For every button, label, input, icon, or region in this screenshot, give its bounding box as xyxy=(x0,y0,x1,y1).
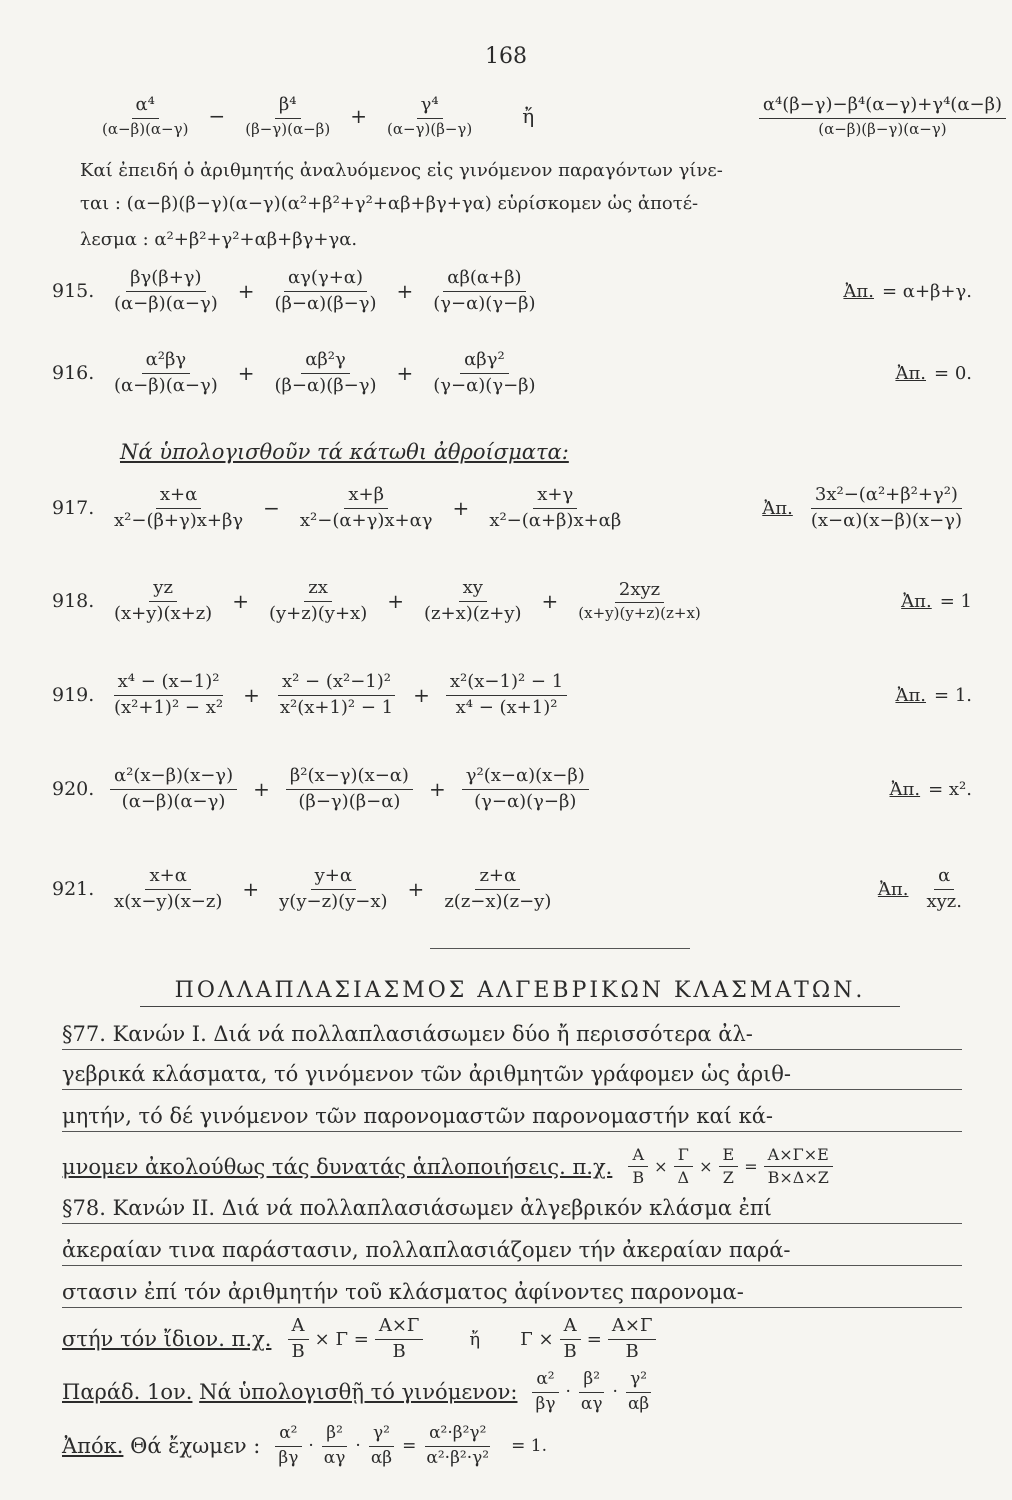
rule-line: ἀκεραίαν τινα παράστασιν, πολλαπλασιάζομεν τήν ἀκεραίαν παρά- xyxy=(62,1238,962,1266)
rule-line: στασιν ἐπί τόν ἀριθμητήν τοῦ κλάσματος ἀφίνοντες παρονομα- xyxy=(62,1280,962,1308)
answer: Ἀπ. = 1. xyxy=(895,684,972,706)
answer: Ἀπ. = α+β+γ. xyxy=(843,280,972,302)
text-line: Καί ἐπειδή ὁ ἀριθμητής ἀναλυόμενος εἰς γινόμενον παραγόντων γίνε- xyxy=(80,160,723,181)
answer: Ἀπ. = 1 xyxy=(901,590,972,612)
problem-917: 917. $\frac{x+\alpha}{\text{x²−(β+γ)x+βγ}}$ − $\frac{x+\beta}{\text{x²−(α+γ)x+αγ}}$ + $\frac{x+\gamma}{\text{x²−(α+β)x+αβ}}$ Ἀπ. $\frac{\text{3x²−(α²+β²+γ²)}}{(x-\alpha)(x-\beta)(x-\gamma)}$ xyxy=(52,485,972,531)
fraction: $\frac{\text{γ⁴}}{(\alpha-\gamma)(\beta-\gamma)}$ xyxy=(386,94,473,138)
problem-915: 915. $\frac{\beta\gamma(\beta+\gamma)}{(\alpha-\beta)(\alpha-\gamma)}$ + $\frac{\alpha\gamma(\gamma+\alpha)}{(\beta-\alpha)(\beta-\gamma)}$ + $\frac{\alpha\beta(\alpha+\beta)}{(\gamma-\alpha)(\gamma-\beta)}$ Ἀπ. = α+β+γ. xyxy=(52,267,972,314)
problem-918: 918. $\frac{yz}{(x+y)(x+z)}$ + $\frac{zx}{(y+z)(y+x)}$ + $\frac{xy}{(z+x)(z+y)}$ + $\frac{\text{2xyz}}{(x+y)(y+z)(z+x)}$ Ἀπ. = 1 xyxy=(52,577,972,624)
divider xyxy=(430,948,690,949)
page-number: 168 xyxy=(485,44,527,69)
answer: Ἀπ. = 0. xyxy=(895,362,972,384)
rule-line: γεβρικά κλάσματα, τό γινόμενον τῶν ἀριθμητῶν γράφομεν ὡς ἀριθ- xyxy=(62,1062,962,1090)
example-77: $\frac{A}{B}$ × $\frac{\Gamma}{\Delta}$ × $\frac{E}{Z}$ = $\frac{A\times\Gamma\times E}{B\times\Delta\times Z}$ xyxy=(622,1146,838,1188)
remark: Παράδ. 1ον. Νά ὑπολογισθῇ τό γινόμενον: $\frac{\text{α²}}{\beta\gamma}$ · $\frac{\text{β²}}{\alpha\gamma}$ · $\frac{\text{γ²}}{\alpha\beta}$ xyxy=(62,1369,650,1414)
rule-line: μητήν, τό δέ γινόμενον τῶν παρονομαστῶν παρονομαστήν καί κά- xyxy=(62,1104,962,1132)
text-line: λεσμα : α²+β²+γ²+αβ+βγ+γα. xyxy=(80,229,358,250)
text-line: ται : (α−β)(β−γ)(α−γ)(α²+β²+γ²+αβ+βγ+γα) εὑρίσκομεν ὡς ἀποτέ- xyxy=(80,193,699,214)
problem-916: 916. $\frac{\text{α²βγ}}{(\alpha-\beta)(\alpha-\gamma)}$ + $\frac{\text{αβ²γ}}{(\beta-\alpha)(\beta-\gamma)}$ + $\frac{\text{αβγ²}}{(\gamma-\alpha)(\gamma-\beta)}$ Ἀπ. = 0. xyxy=(52,349,972,396)
answer: Ἀπ. = x². xyxy=(889,778,972,800)
rule-line: στήν τόν ἴδιον. π.χ. $\frac{A}{B}$ × Γ = $\frac{A\times\Gamma}{B}$ ἤ Γ × $\frac{A}{B}$ = $\frac{A\times\Gamma}{B}$ xyxy=(62,1316,962,1365)
rule-line: μνομεν ἀκολούθως τάς δυνατάς ἁπλοποιήσεις. π.χ. $\frac{A}{B}$ × $\frac{\Gamma}{\Delta}$ × $\frac{E}{Z}$ = $\frac{A\times\Gamma\times E}{B\times\Delta\times Z}$ xyxy=(62,1146,962,1191)
answer: Ἀπ. $\frac{\text{3x²−(α²+β²+γ²)}}{(x-\alpha)(x-\beta)(x-\gamma)}$ xyxy=(762,484,962,531)
problem-921: 921. $\frac{x+\alpha}{x(x-y)(x-z)}$ + $\frac{y+\alpha}{y(y-z)(y-x)}$ + $\frac{z+\alpha}{z(z-x)(z-y)}$ Ἀπ. $\frac{\alpha}{\text{xyz.}}$ xyxy=(52,866,972,912)
answer: Ἀπ. $\frac{\alpha}{\text{xyz.}}$ xyxy=(877,865,962,912)
fraction: $\frac{\text{α⁴}}{(\alpha-\beta)(\alpha-\gamma)}$ xyxy=(102,94,189,138)
problem-920: 920. $\frac{\text{α²(x−β)(x−γ)}}{(\alpha-\beta)(\alpha-\gamma)}$ + $\frac{\text{β²(x−γ)(x−α)}}{(\beta-\gamma)(\beta-\alpha)}$ + $\frac{\text{γ²(x−α)(x−β)}}{(\gamma-\alpha)(\gamma-\beta)}$ Ἀπ. = x². xyxy=(52,765,972,812)
worked-answer: Ἀπόκ. Θά ἔχωμεν : $\frac{\text{α²}}{\beta\gamma}$ · $\frac{\text{β²}}{\alpha\gamma}$ · $\frac{\text{γ²}}{\alpha\beta}$ = $\frac{\text{α²·β²γ²}}{\text{α²·β²·γ²}}$ = 1. xyxy=(62,1423,547,1468)
problem-919: 919. $\frac{\text{x⁴ − (x−1)²}}{\text{(x²+1)² − x²}}$ + $\frac{\text{x² − (x²−1)²}}{\text{x²(x+1)² − 1}}$ + $\frac{\text{x²(x−1)² − 1}}{\text{x⁴ − (x+1)²}}$ Ἀπ. = 1. xyxy=(52,671,972,718)
rule-line: §77. Κανών Ι. Διά νά πολλαπλασιάσωμεν δύο ἤ περισσότερα ἀλ- xyxy=(62,1022,962,1050)
fraction: $\frac{\text{β⁴}}{(\beta-\gamma)(\alpha-\beta)}$ xyxy=(245,94,331,138)
continuation-expression: $\frac{\text{α⁴}}{(\alpha-\beta)(\alpha-\gamma)}$ − $\frac{\text{β⁴}}{(\beta-\gamma)(\alpha-\beta)}$ + $\frac{\text{γ⁴}}{(\alpha-\gamma)(\beta-\gamma)}$ ἤ $\frac{\text{α⁴(β−γ)−β⁴(α−γ)+γ⁴(α−β)}}{(\alpha-\beta)(\beta-\gamma)(\alpha-\gamma)}$ xyxy=(92,95,1012,138)
example-78: $\frac{A}{B}$ × Γ = $\frac{A\times\Gamma}{B}$ ἤ Γ × $\frac{A}{B}$ = $\frac{A\times\Gamma}{B}$ xyxy=(281,1316,662,1362)
subheading: Νά ὑπολογισθοῦν τά κάτωθι ἀθροίσματα: xyxy=(120,440,569,464)
combined-fraction: $\frac{\text{α⁴(β−γ)−β⁴(α−γ)+γ⁴(α−β)}}{(\alpha-\beta)(\beta-\gamma)(\alpha-\gamma)}$ xyxy=(759,95,1006,138)
section-heading: ΠΟΛΛΑΠΛΑΣΙΑΣΜΟΣ ΑΛΓΕΒΡΙΚΩΝ ΚΛΑΣΜΑΤΩΝ. xyxy=(140,978,900,1007)
rule-line: §78. Κανών ΙΙ. Διά νά πολλαπλασιάσωμεν ἀλγεβρικόν κλάσμα ἐπί xyxy=(62,1196,962,1224)
